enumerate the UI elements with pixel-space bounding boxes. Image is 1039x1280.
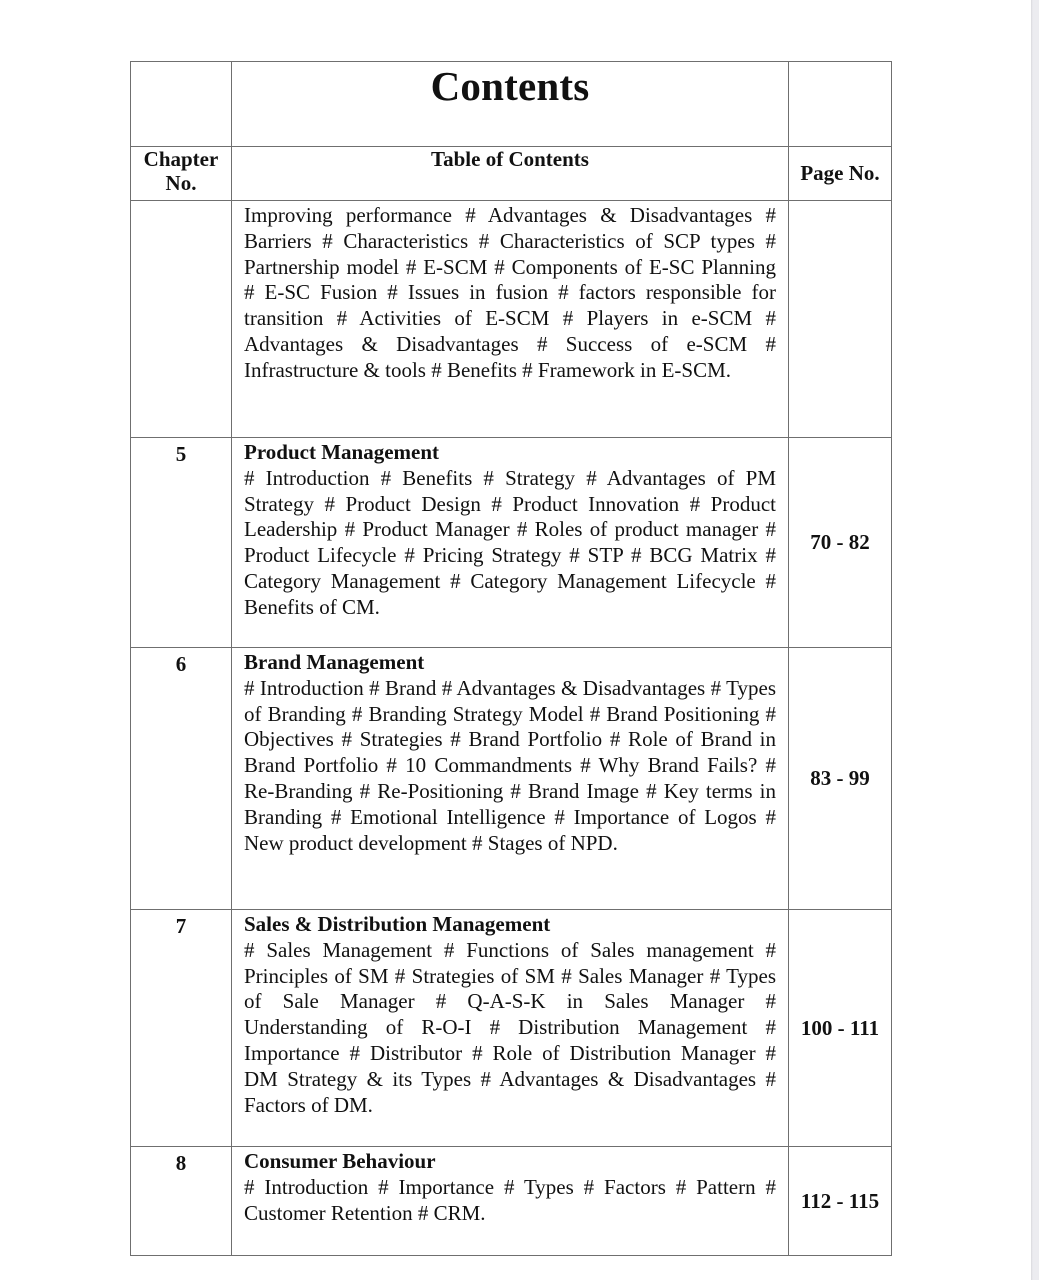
page-range: 112 - 115 xyxy=(789,1147,892,1256)
page-range: 70 - 82 xyxy=(789,438,892,648)
contents-page xyxy=(130,61,892,1256)
chapter-number: 7 xyxy=(131,910,232,1147)
page-range: 83 - 99 xyxy=(789,648,892,910)
chapter-topics: Improving performance # Advantages & Disadvantages # Barriers # Characteristics # Characteristics of SCP types # Partnership model # E-SCM # Components of E-SC Planning # E-SC Fusion # Issues in fusion # factors responsible for transition # Activities of E-SCM # Players in e-SCM # Advantages & Disadvantages # Success of e-SCM # Infrastructure & tools # Benefits # Framework in E-SCM. xyxy=(244,203,776,382)
header-chapter-no: Chapter No. xyxy=(131,147,232,201)
viewer-edge-strip xyxy=(1031,0,1039,1280)
page-range xyxy=(789,201,892,438)
chapter-content xyxy=(232,438,789,648)
chapter-content xyxy=(232,201,789,438)
header-table-of-contents: Table of Contents xyxy=(232,147,789,201)
chapter-topics: # Introduction # Brand # Advantages & Disadvantages # Types of Branding # Branding Strategy Model # Brand Positioning # Objectives # Strategies # Brand Portfolio # Role of Brand in Brand Portfolio # 10 Commandments # Why Brand Fails? # Re-Branding # Re-Positioning # Brand Image # Key terms in Branding # Emotional Intelligence # Importance of Logos # New product development # Stages of NPD. xyxy=(244,675,776,855)
table-row xyxy=(131,201,892,438)
contents-table xyxy=(130,61,892,1256)
table-row xyxy=(131,910,892,1147)
title-blank-right xyxy=(789,62,892,147)
chapter-topics: # Sales Management # Functions of Sales management # Principles of SM # Strategies of SM # Sales Manager # Types of Sale Manager # Q-A-S-K in Sales Manager # Understanding of R-O-I # Distribution Management # Importance # Distributor # Role of Distribution Manager # DM Strategy & its Types # Advantages & Disadvantages # Factors of DM. xyxy=(244,937,776,1117)
table-row xyxy=(131,1147,892,1256)
chapter-title: Product Management xyxy=(244,440,439,464)
chapter-title: Brand Management xyxy=(244,650,425,674)
page-range: 100 - 111 xyxy=(789,910,892,1147)
page-title: Contents xyxy=(232,62,789,147)
chapter-number: 5 xyxy=(131,438,232,648)
chapter-content xyxy=(232,648,789,910)
header-page-no: Page No. xyxy=(789,147,892,201)
table-row xyxy=(131,648,892,910)
header-row xyxy=(131,147,892,201)
chapter-topics: # Introduction # Importance # Types # Factors # Pattern # Customer Retention # CRM. xyxy=(244,1174,776,1225)
table-row xyxy=(131,438,892,648)
chapter-title: Consumer Behaviour xyxy=(244,1149,436,1173)
chapter-title: Sales & Distribution Management xyxy=(244,912,551,936)
chapter-number: 8 xyxy=(131,1147,232,1256)
title-blank-left xyxy=(131,62,232,147)
chapter-content xyxy=(232,910,789,1147)
title-row xyxy=(131,62,892,147)
chapter-number: 6 xyxy=(131,648,232,910)
chapter-number xyxy=(131,201,232,438)
chapter-content xyxy=(232,1147,789,1256)
chapter-topics: # Introduction # Benefits # Strategy # Advantages of PM Strategy # Product Design # Product Innovation # Product Leadership # Product Manager # Roles of product manager # Product Lifecycle # Pricing Strategy # STP # BCG Matrix # Category Management # Category Management Lifecycle # Benefits of CM. xyxy=(244,465,776,619)
